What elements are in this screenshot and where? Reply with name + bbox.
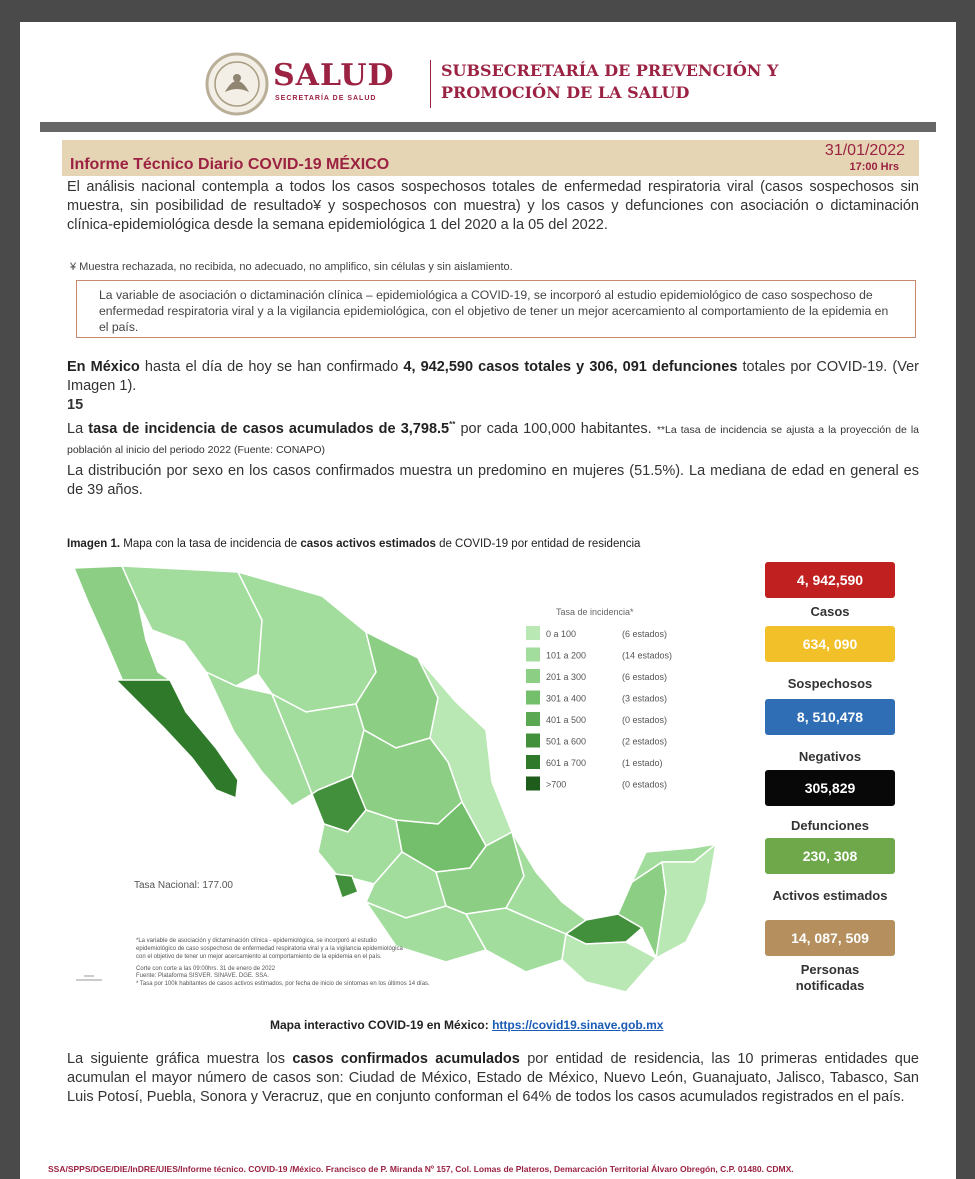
legend-range-2: 201 a 300	[546, 672, 587, 682]
stat-label-activos-estimados: Activos estimados	[772, 888, 888, 903]
legend-swatch-2	[526, 669, 540, 683]
map-note-2: epidemiológico de caso sospechoso de enfermedad respiratoria viral y a la vigilancia epidemiológica	[136, 946, 403, 952]
summary-sex-age: La distribución por sexo en los casos confirmados muestra un predomino en mujeres (51.5%). La mediana de edad en general es de 39 años.	[67, 463, 919, 498]
legend-count-5: (2 estados)	[622, 736, 668, 747]
legend-count-0: (6 estados)	[622, 629, 668, 639]
legend-range-4: 401 a 500	[546, 715, 587, 725]
stat-label-sospechosos: Sospechosos	[787, 676, 873, 691]
legend-range-3: 301 a 400	[546, 693, 587, 704]
legend-swatch-4	[526, 712, 540, 726]
legend-count-3: (3 estados)	[622, 693, 668, 704]
closing-paragraph: La siguiente gráfica muestra los casos confirmados acumulados por entidad de residencia, las 10 primeras entidades que acumulan el mayor número de casos son: Ciudad de México, Estado de México, Nuevo León, Guanajuato, Jalisco, Tabasco, San Luis Potosí, Puebla, Sonora y Veracruz, que en conjunto conforman el 64% de todos los casos acumulados registrados en el país.	[67, 1051, 919, 1105]
legend-range-5: 501 a 600	[546, 736, 587, 747]
image-caption: Imagen 1. Mapa con la tasa de incidencia de casos activos estimados de COVID-19 por entidad de residencia	[67, 538, 641, 550]
stat-value-sospechosos: 634, 090	[765, 626, 895, 662]
legend-swatch-1	[526, 648, 540, 662]
legend-swatch-7	[526, 777, 540, 791]
map-legend	[526, 626, 672, 791]
header	[205, 52, 825, 122]
legend-title: Tasa de incidencia*	[556, 607, 634, 617]
legend-range-0: 0 a 100	[546, 629, 577, 639]
subsecretaria-title: SUBSECRETARÍA DE PREVENCIÓN Y PROMOCIÓN DE LA SALUD	[441, 61, 779, 102]
methodology-note: La variable de asociación o dictaminación clínica – epidemiológica a COVID-19, se incorporó al estudio epidemiológico de caso sospechoso de enfermedad respiratoria viral y a la vigilancia epidemiológica, con el objetivo de tener un mejor acercamiento al comportamiento de la epidemia en el país.	[76, 280, 916, 338]
legend-count-6: (1 estado)	[622, 758, 663, 768]
map-note-5: Fuente: Plataforma SISVER. SINAVE. DGE. SSA.	[136, 973, 269, 979]
map-note-3: con el objetivo de tener un mejor acercamiento al comportamiento de la epidemia en el país.	[136, 954, 382, 960]
summary-incidence: La tasa de incidencia de casos acumulados de 3,798.5** por cada 100,000 habitantes. **La tasa de incidencia se ajusta a la proyección de la población al inicio del periodo 2022 (Fuente: CONAPO)	[67, 420, 919, 456]
map-link[interactable]: https://covid19.sinave.gob.mx	[492, 1018, 664, 1032]
map-note-4: Corte con corte a las 09:00hrs. 31 de enero de 2022	[136, 966, 276, 972]
report-title: Informe Técnico Diario COVID-19 MÉXICO	[70, 156, 390, 173]
stat-value-activos-estimados: 230, 308	[765, 838, 895, 874]
stat-value-personas-notificadas: 14, 087, 509	[765, 920, 895, 956]
brand-salud: SALUD	[273, 58, 395, 93]
stat-label-personas-notificadas: Personas notificadas	[795, 962, 865, 993]
tasa-nacional: Tasa Nacional: 177.00	[134, 880, 233, 891]
map-note-1: *La variable de asociación y dictaminación clínica - epidemiológica, se incorporó al estudio	[136, 938, 377, 944]
legend-range-6: 601 a 700	[546, 758, 587, 768]
brand-subtitle: SECRETARÍA DE SALUD	[275, 95, 377, 102]
header-rule	[40, 122, 936, 132]
report-date: 31/01/2022	[824, 142, 905, 159]
summary-confirmed: En México hasta el día de hoy se han confirmado 4, 942,590 casos totales y 306, 091 defunciones totales por COVID-19. (Ver Imagen 1).	[67, 359, 919, 394]
stray-number: 15	[67, 397, 84, 413]
intro-paragraph: El análisis nacional contempla a todos los casos sospechosos totales de enfermedad respiratoria viral (casos sospechosos sin muestra, sin posibilidad de resultado¥ y sospechosos con muestra) y los casos y defunciones con asociación o dictaminación clínica-epidemiológica desde la semana epidemiológica 1 del 2020 a la 05 del 2022.	[67, 179, 919, 233]
legend-swatch-0	[526, 626, 540, 640]
footer-address: SSA/SPPS/DGE/DIE/InDRE/UIES/Informe técnico. COVID-19 /México. Francisco de P. Miranda Nº 157, Col. Lomas de Plateros, Demarcación Territorial Álvaro Obregón, C.P. 01480. CDMX.	[48, 1164, 794, 1174]
legend-count-1: (14 estados)	[622, 650, 673, 661]
stat-label-casos: Casos	[810, 604, 850, 619]
map-link-line: Mapa interactivo COVID-19 en México: https://covid19.sinave.gob.mx	[270, 1018, 664, 1032]
stat-value-negativos: 8, 510,478	[765, 699, 895, 735]
scale-bar-icon	[76, 976, 102, 980]
mexico-incidence-map	[66, 562, 716, 1002]
legend-swatch-5	[526, 734, 540, 748]
stat-label-negativos: Negativos	[798, 749, 862, 764]
report-time: 17:00 Hrs	[849, 161, 899, 173]
map-note-6: * Tasa por 100k habitantes de casos activos estimados, por fecha de inicio de síntomas en los últimos 14 días.	[136, 981, 430, 987]
legend-range-1: 101 a 200	[546, 650, 587, 661]
legend-swatch-6	[526, 755, 540, 769]
legend-range-7: >700	[546, 779, 567, 790]
legend-count-2: (6 estados)	[622, 672, 668, 682]
intro-footnote: ¥ Muestra rechazada, no recibida, no adecuado, no amplifico, sin células y sin aislamiento.	[70, 261, 513, 273]
report-page	[20, 22, 956, 1179]
map-chiapas	[562, 934, 656, 992]
stat-label-defunciones: Defunciones	[790, 818, 869, 833]
header-divider	[430, 60, 431, 108]
report-title-bar	[62, 140, 919, 176]
stat-value-defunciones: 305,829	[765, 770, 895, 806]
national-seal-icon	[205, 52, 269, 116]
stat-value-casos: 4, 942,590	[765, 562, 895, 598]
legend-count-4: (0 estados)	[622, 715, 668, 725]
legend-swatch-3	[526, 691, 540, 705]
legend-count-7: (0 estados)	[622, 779, 668, 790]
